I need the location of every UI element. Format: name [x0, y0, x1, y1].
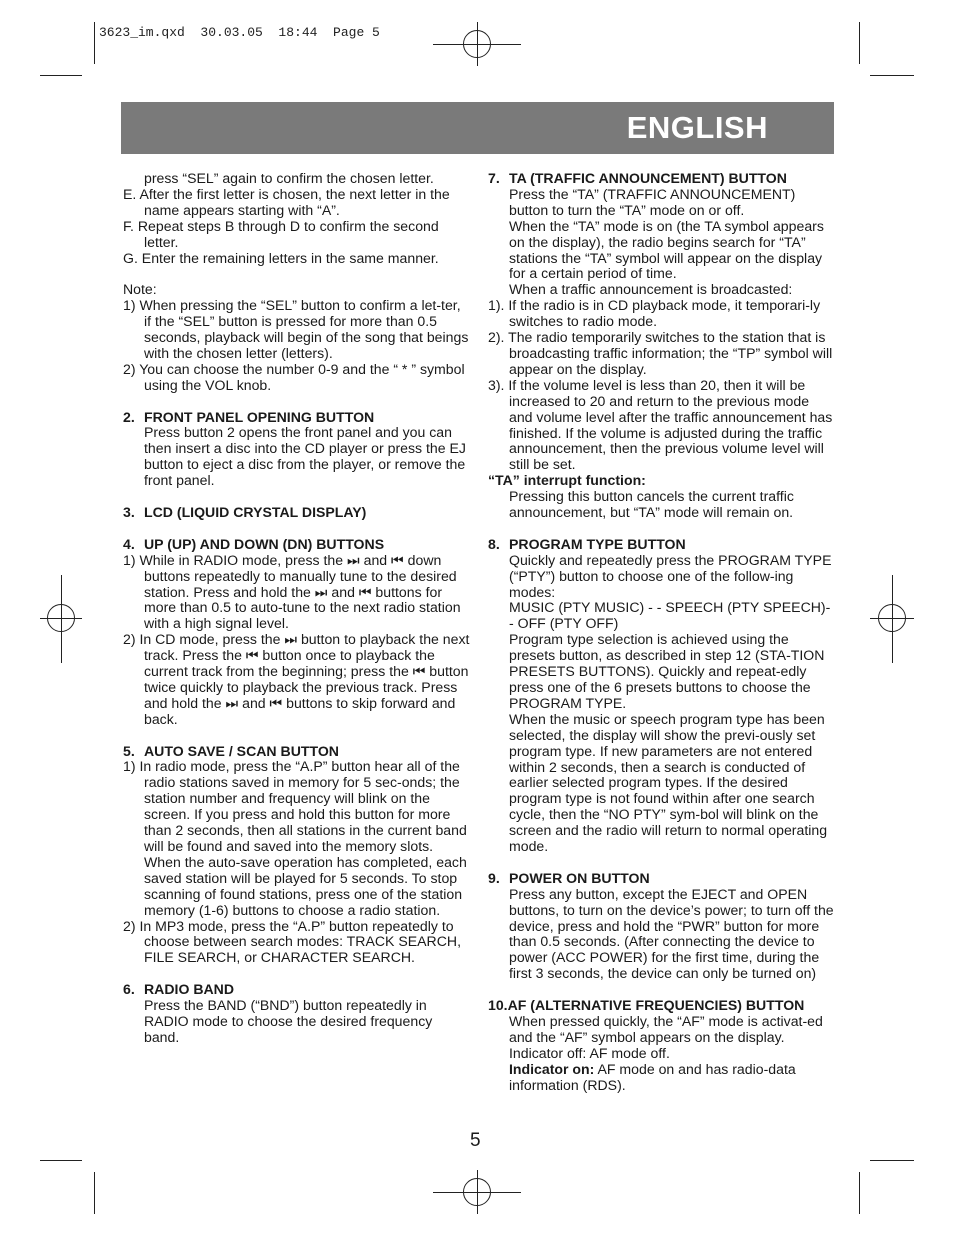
section-number: 6.: [123, 981, 135, 998]
list-item: 1) In radio mode, press the “A.P” button hear all of the radio stations saved in memory for 5 sec-onds; the station number and frequency will blink on the screen. If you press and hold this button for more than 2 seconds, then all stations in the current band will be found and saved into the memory slots. When the auto-save operation has completed, each saved station will be played for 5 seconds. To stop scanning of found stations, press one of the station memory (1-6) buttons to choose a radio station.: [123, 758, 467, 918]
section-heading: [123, 982, 471, 998]
section-body: Program type selection is achieved using the presets button, as described in step 12 (STA-TION PRESETS BUTTONS). Quickly and repeat-edly press one of the 6 presets buttons to choose the PROGRAM TYPE.: [509, 631, 825, 711]
section-heading: [488, 871, 834, 887]
subheading: “TA” interrupt function:: [488, 472, 646, 489]
list-item: 3). If the volume level is less than 20, then it will be increased to 20 and return to the previous mode and volume level after the traffic announcement has finished. If the volume is adjusted during the traffic announcement, then the previous volume level will still be set.: [488, 376, 833, 473]
section-number: 8.: [488, 535, 500, 552]
crop-mark: [94, 22, 95, 64]
section-title: LCD (LIQUID CRYSTAL DISPLAY): [144, 503, 367, 520]
crop-mark: [40, 75, 82, 76]
section-number: 3.: [123, 503, 135, 520]
section-body: When the music or speech program type has been selected, the display will show the previ-ously set program type. If new parameters are not entered within 2 seconds, then a search is conducted of earlier selected program types. If the desired program type is not found within after one search cycle, then the “NO PTY” sym-bol will blink on the screen and the radio will return to normal operating mode.: [509, 710, 828, 855]
section-heading: [123, 537, 471, 553]
list-item: 1). If the radio is in CD playback mode, it temporari-ly switches to radio mode.: [488, 297, 821, 330]
section-body: When pressed quickly, the “AF” mode is activat-ed and the “AF” symbol appears on the display. Indicator off: AF mode off.: [509, 1012, 823, 1061]
section-body: MUSIC (PTY MUSIC) - - SPEECH (PTY SPEECH)- - OFF (PTY OFF): [509, 599, 831, 632]
note-item: 2) You can choose the number 0-9 and the “ * ” symbol using the VOL knob.: [123, 360, 465, 393]
section-title: POWER ON BUTTON: [509, 869, 650, 886]
list-item: 2). The radio temporarily switches to the station that is broadcasting traffic information; the “TP” symbol will appear on the display.: [488, 329, 833, 377]
header-banner: [121, 102, 834, 154]
section-number: 2.: [123, 408, 135, 425]
section-body: [488, 1062, 834, 1094]
section-heading: [123, 744, 471, 760]
section-body: Press button 2 opens the front panel and you can then insert a disc into the CD player or press the EJ button to eject a disc from the player, or remove the front panel.: [144, 424, 466, 489]
step-g: G. Enter the remaining letters in the same manner.: [123, 249, 439, 266]
crop-mark: [40, 1160, 82, 1161]
indicator-label: Indicator on:: [509, 1060, 595, 1077]
section-number: 5.: [123, 742, 135, 759]
section-title: FRONT PANEL OPENING BUTTON: [144, 408, 375, 425]
section-heading: [123, 410, 471, 426]
section-title: UP (UP) AND DOWN (DN) BUTTONS: [144, 535, 385, 552]
section-body: When a traffic announcement is broadcasted:: [509, 281, 793, 298]
crop-mark: [870, 1160, 914, 1161]
section-body: When the “TA” mode is on (the TA symbol appears on the display), the radio begins search for “TA” stations the “TA” symbol will appear on the display for a certain period of time.: [509, 217, 824, 282]
page-title: ENGLISH: [626, 110, 768, 145]
section-title: TA (TRAFFIC ANNOUNCEMENT) BUTTON: [509, 170, 787, 186]
crop-mark: [870, 75, 914, 76]
paragraph: press “SEL” again to confirm the chosen letter.: [144, 170, 434, 186]
section-body: Press any button, except the EJECT and OPEN buttons, to turn on the device’s power; to turn off the device, press and hold the “PWR” button for more than 0.5 seconds. (After connecting the device to power (ACC POWER) for the first time, during the first 3 seconds, the device can only be turned on): [509, 885, 834, 982]
right-column: [488, 171, 834, 1094]
section-number: 9.: [488, 869, 500, 886]
section-number: 7.: [488, 170, 500, 186]
section-number: 4.: [123, 535, 135, 552]
section-body: Press the BAND (“BND”) button repeatedly in RADIO mode to choose the desired frequency band.: [144, 997, 433, 1045]
step-e: E. After the first letter is chosen, the next letter in the name appears starting with “A”.: [123, 185, 450, 218]
indicator-text: AF mode on and has radio-data information (RDS).: [509, 1060, 796, 1093]
section-heading: [488, 537, 834, 553]
left-column: [123, 171, 471, 1046]
page-number: 5: [470, 1130, 481, 1151]
section-heading: [123, 505, 471, 521]
crop-mark: [859, 22, 860, 64]
list-item: 2) In MP3 mode, press the “A.P” button repeatedly to choose between search modes: TRACK SEARCH, FILE SEARCH, or CHARACTER SEARCH.: [123, 917, 461, 966]
section-body: Pressing this button cancels the current traffic announcement, but “TA” mode will remain on.: [509, 488, 794, 521]
list-item: 1) While in RADIO mode, press the ⏭ and ⏮ down buttons repeatedly to manually tune to the desired station. Press and hold the ⏭ and ⏮ buttons for more than 0.5 to auto-tune to the next radio station with a high signal level.: [123, 551, 461, 632]
section-heading: 10.AF (ALTERNATIVE FREQUENCIES) BUTTON: [488, 997, 805, 1014]
note-item: 1) When pressing the “SEL” button to confirm a let-ter, if the “SEL” button is pressed for more than 0.5 seconds, playback will begin of the song that beings with the chosen letter (letters).: [123, 297, 469, 361]
crop-mark: [859, 1172, 860, 1214]
step-f: F. Repeat steps B through D to confirm the second letter.: [123, 217, 439, 250]
section-body: Quickly and repeatedly press the PROGRAM TYPE (“PTY”) button to choose one of the follow-ing modes:: [509, 551, 832, 600]
section-heading: [488, 171, 834, 187]
slug-line: 3623_im.qxd 30.03.05 18:44 Page 5: [99, 25, 380, 40]
note-label: Note:: [123, 281, 157, 298]
section-title: AUTO SAVE / SCAN BUTTON: [144, 742, 339, 759]
crop-mark: [94, 1172, 95, 1214]
section-title: PROGRAM TYPE BUTTON: [509, 535, 686, 552]
list-item: 2) In CD mode, press the ⏭ button to playback the next track. Press the ⏮ button once to playback the current track from the beginning; press the ⏮ button twice quickly to playback the previous track. Press and hold the ⏭ and ⏮ buttons to skip forward and back.: [123, 631, 470, 727]
section-title: RADIO BAND: [144, 981, 235, 998]
section-body: Press the “TA” (TRAFFIC ANNOUNCEMENT) button to turn the “TA” mode on or off.: [509, 185, 796, 218]
